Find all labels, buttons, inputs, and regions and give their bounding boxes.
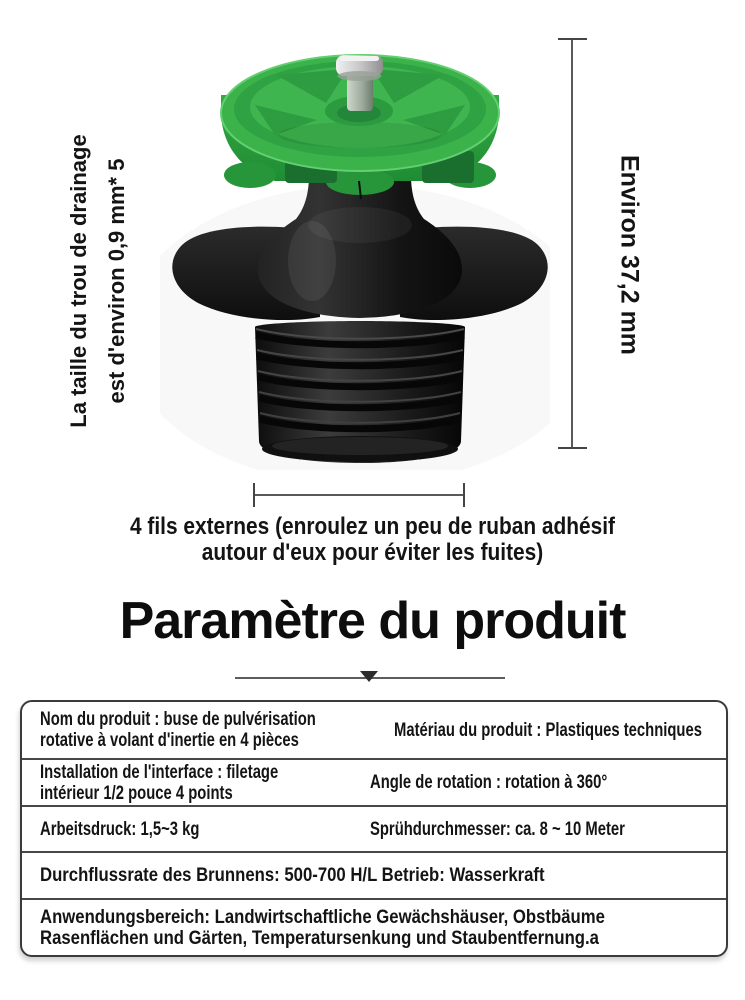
thread-width-cap-left <box>253 483 255 507</box>
spec-cell-flow-rate: Durchflussrate des Brunnens: 500-700 H/L Betrieb: Wasserkraft <box>40 865 545 886</box>
drain-hole-note-line2: est d'environ 0,9 mm* 5 <box>104 158 129 404</box>
spec-cell-spray-diameter: Sprühdurchmesser: ca. 8 ~ 10 Meter <box>370 818 625 840</box>
table-row <box>22 898 726 955</box>
section-title: Paramètre du produit <box>119 592 626 650</box>
height-dimension-cap-bottom <box>558 447 587 449</box>
height-dimension-cap-top <box>558 38 587 40</box>
spec-cell-rotation-angle: Angle de rotation : rotation à 360° <box>370 772 608 793</box>
spec-cell-product-name: Nom du produit : buse de pulvérisation rotative à volant d'inertie en 4 pièces <box>40 709 316 751</box>
table-row <box>22 758 726 805</box>
spec-cell-working-pressure: Arbeitsdruck: 1,5~3 kg <box>40 818 200 840</box>
drain-hole-note <box>60 134 136 427</box>
height-dimension-label: Environ 37,2 mm <box>615 154 644 356</box>
thread-width-cap-right <box>463 483 465 507</box>
spec-cell-application-area: Anwendungsbereich: Landwirtschaftliche Gewächshäuser, Obstbäume Rasenflächen und Gärten, Temperatursenkung und Staubentfernung.a <box>40 906 605 949</box>
sprinkler-product-image <box>160 25 550 470</box>
table-row <box>22 851 726 898</box>
thread-caption <box>0 514 745 566</box>
table-row <box>22 805 726 851</box>
spec-table <box>20 700 728 957</box>
height-dimension-line <box>571 39 573 449</box>
thread-caption-line2: autour d'eux pour éviter les fuites) <box>201 539 544 566</box>
thread-caption-line1: 4 fils externes (enroulez un peu de ruban adhésif <box>130 513 615 540</box>
down-triangle-icon <box>360 671 378 682</box>
spec-cell-interface: Installation de l'interface : filetage intérieur 1/2 pouce 4 points <box>40 761 279 804</box>
table-row <box>22 702 726 758</box>
threaded-connector <box>255 321 465 463</box>
spec-cell-material: Matériau du produit : Plastiques techniques <box>393 719 702 741</box>
drain-hole-note-line1: La taille du trou de drainage <box>66 134 91 428</box>
thread-width-dimension-line <box>253 494 465 496</box>
